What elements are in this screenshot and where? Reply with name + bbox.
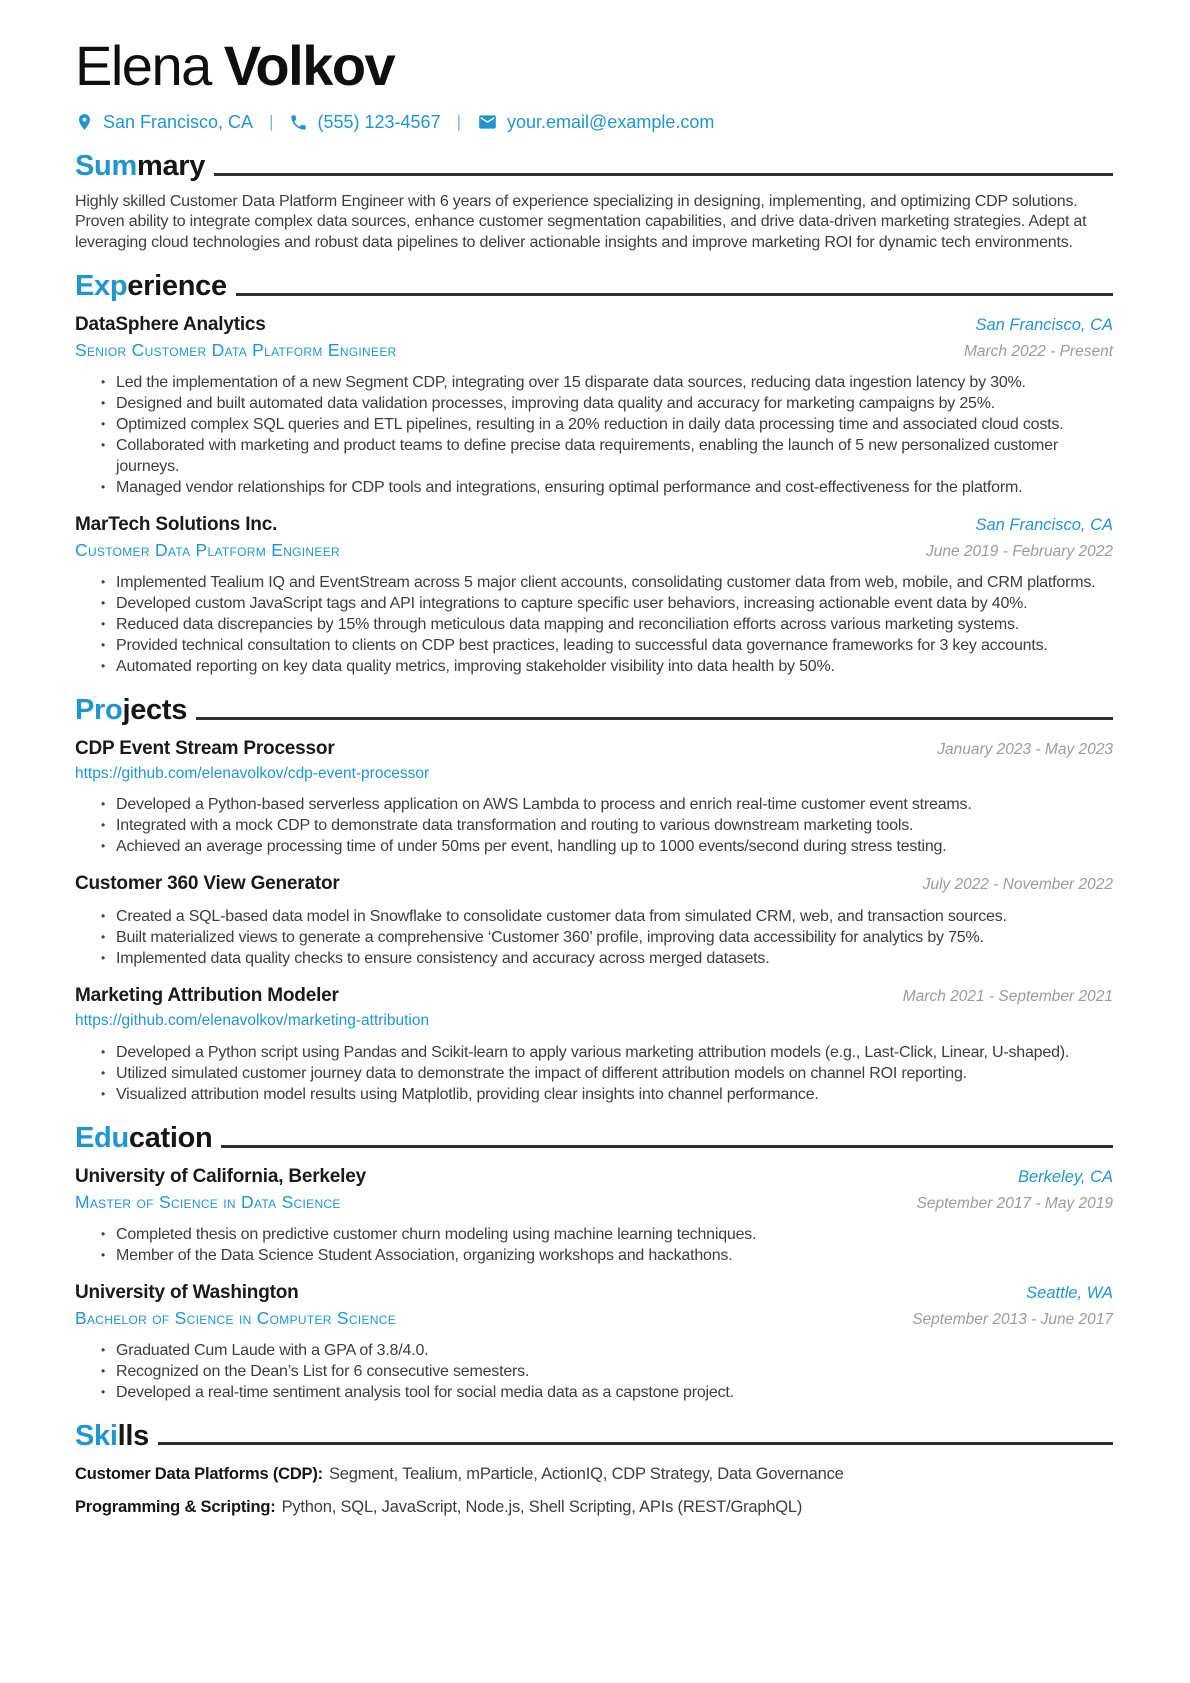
skills-heading (75, 1420, 1113, 1454)
contact-row (75, 111, 1113, 133)
first-name: Elena (75, 34, 211, 97)
location-pin-icon (75, 111, 94, 133)
school-location: Berkeley, CA (1017, 1167, 1113, 1186)
education-heading-rest: cation (128, 1121, 213, 1154)
skill-category-value: Python, SQL, JavaScript, Node.js, Shell Scripting, APIs (REST/GraphQL) (281, 1497, 803, 1516)
job-title: Senior Customer Data Platform Engineer (75, 340, 397, 361)
projects-heading-rest: jects (122, 694, 188, 727)
summary-heading-accent: Sum (75, 150, 137, 183)
job-dates: June 2019 - February 2022 (926, 543, 1113, 561)
school-dates: September 2013 - June 2017 (912, 1310, 1113, 1328)
bullet-item: • Automated reporting on key data quality metrics, improving stakeholder visibility into data health by 50%. (101, 656, 1113, 677)
job-location: San Francisco, CA (975, 516, 1113, 535)
school-bullets (101, 1224, 1113, 1266)
contact-location (75, 111, 253, 133)
project-link[interactable]: https://github.com/elenavolkov/cdp-event-processor (75, 764, 430, 782)
project-entry (75, 738, 1113, 858)
contact-separator: | (456, 112, 461, 132)
bullet-item: • Developed custom JavaScript tags and API integrations to capture specific user behaviors, increasing actionable event data by 40%. (101, 593, 1113, 614)
bullet-item: • Created a SQL-based data model in Snowflake to consolidate customer data from simulated CRM, web, and transaction sources. (101, 906, 1113, 927)
skills-heading-rest: lls (117, 1419, 149, 1452)
school-name: University of Washington (75, 1281, 299, 1303)
section-education (75, 1122, 1113, 1403)
heading-rule (221, 1145, 1113, 1148)
project-name: CDP Event Stream Processor (75, 737, 335, 759)
skill-category-label: Programming & Scripting: (75, 1497, 276, 1516)
school-location: Seattle, WA (1026, 1283, 1113, 1302)
last-name: Volkov (223, 34, 395, 97)
contact-separator: | (269, 112, 274, 132)
contact-email-text: your.email@example.com (507, 111, 715, 132)
bullet-item: • Implemented data quality checks to ensure consistency and accuracy across merged datasets. (101, 948, 1113, 969)
skills-heading-accent: Ski (75, 1419, 118, 1452)
heading-rule (214, 173, 1113, 176)
job-dates: March 2022 - Present (963, 343, 1113, 361)
education-heading-accent: Edu (75, 1121, 129, 1154)
bullet-item: • Led the implementation of a new Segment CDP, integrating over 15 disparate data sources, reducing data ingestion latency by 30%. (101, 372, 1113, 393)
projects-heading-accent: Pro (75, 694, 123, 727)
bullet-item: • Reduced data discrepancies by 15% through meticulous data mapping and reconciliation efforts across various marketing systems. (101, 614, 1113, 635)
bullet-item: • Implemented Tealium IQ and EventStream across 5 major client accounts, consolidating customer data from web, mobile, and CRM platforms. (101, 572, 1113, 593)
company-name: MarTech Solutions Inc. (75, 514, 278, 536)
project-entry (75, 985, 1113, 1105)
bullet-item: • Developed a Python script using Pandas and Scikit-learn to apply various marketing attribution models (e.g., Last-Click, Linear, U-shaped). (101, 1042, 1113, 1063)
entry-title-row (75, 1166, 1113, 1188)
contact-phone-text: (555) 123-4567 (317, 111, 441, 132)
bullet-item: • Member of the Data Science Student Association, organizing workshops and hackathons. (101, 1245, 1113, 1266)
entry-title-row (75, 985, 1113, 1007)
project-dates: July 2022 - November 2022 (922, 876, 1113, 894)
section-experience (75, 270, 1113, 677)
experience-entry (75, 314, 1113, 498)
bullet-item: • Integrated with a mock CDP to demonstrate data transformation and routing to various downstream marketing tools. (101, 815, 1113, 836)
project-url-row (75, 1012, 1113, 1031)
bullet-item: • Utilized simulated customer journey data to demonstrate the impact of different attribution models on channel ROI reporting. (101, 1063, 1113, 1084)
project-link[interactable]: https://github.com/elenavolkov/marketing-attribution (75, 1012, 430, 1030)
job-title: Customer Data Platform Engineer (75, 540, 340, 561)
education-entry (75, 1282, 1113, 1403)
project-dates: January 2023 - May 2023 (937, 740, 1113, 758)
experience-entry (75, 514, 1113, 677)
project-url-row (75, 765, 1113, 784)
summary-text: Highly skilled Customer Data Platform Engineer with 6 years of experience specializing in designing, implementing, and optimizing CDP solutions. Proven ability to integrate complex data sources, enhance customer segmentation capabilities, and drive data-driven marketing strategies. Adept at leveraging cloud technologies and robust data pipelines to deliver actionable insights and improve marketing ROI for dynamic tech environments. (75, 192, 1087, 251)
bullet-item: • Managed vendor relationships for CDP tools and integrations, ensuring optimal performance and cost-effectiveness for the platform. (101, 477, 1113, 498)
heading-rule (196, 717, 1113, 720)
project-dates: March 2021 - September 2021 (902, 988, 1113, 1006)
project-bullets (101, 906, 1113, 969)
projects-heading (75, 694, 1113, 728)
job-bullets (101, 572, 1113, 677)
envelope-icon (477, 112, 498, 132)
contact-email (477, 112, 714, 133)
bullet-item: • Built materialized views to generate a comprehensive ‘Customer 360’ profile, improving data accessibility for analytics by 75%. (101, 927, 1113, 948)
heading-rule (158, 1442, 1113, 1445)
entry-title-row (75, 514, 1113, 536)
section-projects (75, 694, 1113, 1105)
skill-line (75, 1464, 1113, 1485)
entry-subtitle-row (75, 1308, 1113, 1329)
bullet-item: • Provided technical consultation to clients on CDP best practices, leading to successful data governance frameworks for 3 key accounts. (101, 635, 1113, 656)
school-dates: September 2017 - May 2019 (916, 1194, 1113, 1212)
education-entry (75, 1166, 1113, 1266)
section-summary (75, 150, 1113, 253)
entry-title-row (75, 738, 1113, 760)
job-bullets (101, 372, 1113, 498)
bullet-item: • Optimized complex SQL queries and ETL pipelines, resulting in a 20% reduction in daily data processing time and associated cloud costs. (101, 414, 1113, 435)
degree-title: Bachelor of Science in Computer Science (75, 1307, 397, 1328)
experience-heading (75, 270, 1113, 304)
entry-subtitle-row (75, 340, 1113, 361)
skill-category-value: Segment, Tealium, mParticle, ActionIQ, CDP Strategy, Data Governance (328, 1465, 844, 1484)
job-location: San Francisco, CA (975, 316, 1113, 335)
school-bullets (101, 1340, 1113, 1403)
bullet-item: • Graduated Cum Laude with a GPA of 3.8/4.0. (101, 1340, 1113, 1361)
project-entry (75, 873, 1113, 969)
company-name: DataSphere Analytics (75, 314, 266, 336)
section-skills (75, 1420, 1113, 1519)
contact-location-text: San Francisco, CA (103, 111, 254, 132)
entry-subtitle-row (75, 1192, 1113, 1213)
experience-heading-rest: erience (127, 270, 227, 303)
summary-heading (75, 150, 1113, 184)
summary-heading-rest: mary (136, 150, 206, 183)
entry-title-row (75, 873, 1113, 895)
experience-heading-accent: Exp (75, 270, 128, 303)
entry-title-row (75, 1282, 1113, 1304)
bullet-item: • Visualized attribution model results using Matplotlib, providing clear insights into channel performance. (101, 1084, 1113, 1105)
skill-line (75, 1497, 1113, 1518)
bullet-item: • Developed a real-time sentiment analysis tool for social media data as a capstone project. (101, 1382, 1113, 1403)
bullet-item: • Developed a Python-based serverless application on AWS Lambda to process and enrich real-time customer event streams. (101, 794, 1113, 815)
bullet-item: • Achieved an average processing time of under 50ms per event, handling up to 1000 events/second during stress testing. (101, 836, 1113, 857)
resume-header (75, 36, 1113, 133)
heading-rule (236, 293, 1113, 296)
project-bullets (101, 1042, 1113, 1105)
degree-title: Master of Science in Data Science (75, 1191, 341, 1212)
school-name: University of California, Berkeley (75, 1165, 366, 1187)
education-heading (75, 1122, 1113, 1156)
contact-phone (289, 112, 440, 133)
bullet-item: • Recognized on the Dean’s List for 6 consecutive semesters. (101, 1361, 1113, 1382)
project-name: Marketing Attribution Modeler (75, 985, 339, 1007)
project-name: Customer 360 View Generator (75, 873, 340, 895)
bullet-item: • Completed thesis on predictive customer churn modeling using machine learning techniques. (101, 1224, 1113, 1245)
entry-title-row (75, 314, 1113, 336)
skill-category-label: Customer Data Platforms (CDP): (75, 1465, 323, 1484)
entry-subtitle-row (75, 540, 1113, 561)
bullet-item: • Designed and built automated data validation processes, improving data quality and accuracy for marketing campaigns by 25%. (101, 393, 1113, 414)
bullet-item: • Collaborated with marketing and product teams to define precise data requirements, enabling the launch of 5 new personalized customer journeys. (101, 435, 1113, 477)
project-bullets (101, 794, 1113, 857)
person-name (75, 36, 1113, 95)
phone-icon (289, 113, 308, 132)
